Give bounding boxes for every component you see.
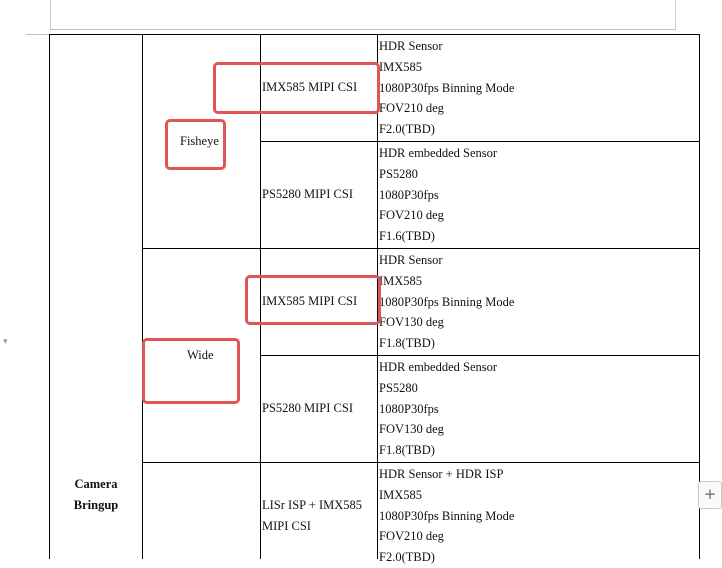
spec-cell: HDR Sensor + HDR ISP IMX585 1080P30fps Binning Mode FOV210 deg F2.0(TBD) <box>379 467 515 565</box>
add-row-button[interactable]: + <box>698 481 722 509</box>
interface-cell: PS5280 MIPI CSI <box>262 187 353 201</box>
interface-cell: IMX585 MIPI CSI <box>262 294 358 308</box>
margin-collapse-icon[interactable]: ▾ <box>3 336 8 346</box>
spec-cell: HDR embedded Sensor PS5280 1080P30fps FOV130 deg F1.8(TBD) <box>379 360 498 458</box>
highlight-box <box>245 275 381 325</box>
highlight-box <box>213 62 380 114</box>
spec-cell: HDR embedded Sensor PS5280 1080P30fps FOV210 deg F1.6(TBD) <box>379 146 498 244</box>
category-cell: Camera Bringup <box>73 477 119 512</box>
highlight-box <box>142 338 240 404</box>
spec-cell: HDR Sensor IMX585 1080P30fps Binning Mode FOV130 deg F1.8(TBD) <box>379 253 515 351</box>
interface-cell: PS5280 MIPI CSI <box>262 401 353 415</box>
page-corner-mark <box>26 34 50 35</box>
page-header-rule <box>50 0 676 30</box>
spec-cell: HDR Sensor IMX585 1080P30fps Binning Mode FOV210 deg F2.0(TBD) <box>379 39 515 137</box>
interface-cell: IMX585 MIPI CSI <box>262 80 358 94</box>
interface-cell: LISr ISP + IMX585 MIPI CSI <box>262 498 362 533</box>
group-label-fisheye: Fisheye <box>180 134 219 148</box>
group-label-wide: Wide <box>187 348 214 362</box>
highlight-box <box>165 119 226 170</box>
